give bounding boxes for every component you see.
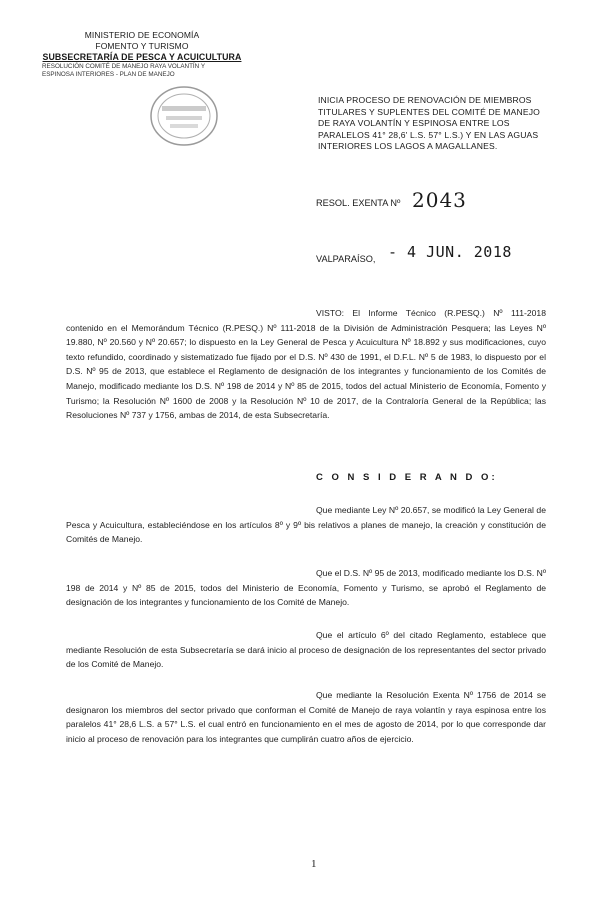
- subsecretaria-name: SUBSECRETARÍA DE PESCA Y ACUICULTURA: [42, 52, 242, 62]
- considerando-4: Que mediante la Resolución Exenta Nº 1756 de 2014 se designaron los miembros del sector privado que conforman el Comité de Manejo de raya volantín y raya espinosa entre los paralelos 41° 28,6 L.S. a 57° L.S. el cual entró en funcionamiento en el mes de agosto de 2014, por lo que corresponde dar inicio al proceso de renovación para los integrantes que cumplirán cuatro años de ejercicio.: [66, 690, 546, 744]
- resolution-subject: INICIA PROCESO DE RENOVACIÓN DE MIEMBROS TITULARES Y SUPLENTES DEL COMITÉ DE MANEJO DE RAYA VOLANTÍN Y ESPINOSA ENTRE LOS PARALELOS 41° 28,6' L.S. 57° L.S.) Y EN LAS AGUAS INTERIORES LOS LAGOS A MAGALLANES.: [318, 95, 540, 152]
- ministry-subtitle: FOMENTO Y TURISMO: [95, 41, 189, 51]
- letterhead-ref-1: RESOLUCIÓN COMITÉ DE MANEJO RAYA VOLANTÍN Y: [42, 63, 206, 70]
- page-number: 1: [311, 858, 317, 870]
- visto-paragraph: VISTO: El Informe Técnico (R.PESQ.) Nº 111-2018 contenido en el Memorándum Técnico (R.PESQ.) Nº 111-2018 de la División de Administración Pesquera; las Leyes Nº 19.880, Nº 20.560 y Nº 20.657; lo dispuesto en la Ley General de Pesca y Acuicultura Nº 18.892 y sus modificaciones, cuyo texto refundido, coordinado y sistematizado fue fijado por el D.S. Nº 430 de 1991, el D.F.L. Nº 5 de 1983, lo dispuesto por el D.S. Nº 95 de 2013, que establece el Reglamento de designación de los integrantes y funcionamiento de los Comités de Manejo, modificado mediante los D.S. Nº 198 de 2014 y Nº 85 de 2015, todos del actual Ministerio de Economía, Fomento y Turismo; la Resolución Nº 1600 de 2008 y la Resolución Nº 10 de 2017, de la Contraloría General de la República; las Resoluciones Nº 737 y 1756, ambas de 2014, de esta Subsecretaría.: [66, 308, 546, 421]
- considerando-1: Que mediante Ley Nº 20.657, se modificó la Ley General de Pesca y Acuicultura, estableciéndose en los artículos 8º y 9º bis relativos a planes de manejo, la creación y constitución de Comités de Manejo.: [66, 505, 546, 545]
- date-stamp: - 4 JUN. 2018: [388, 243, 512, 261]
- ministry-name: MINISTERIO DE ECONOMÍA: [84, 30, 200, 40]
- resolution-number: 2043: [412, 188, 467, 212]
- letterhead: [42, 30, 242, 79]
- considerando-2: Que el D.S. Nº 95 de 2013, modificado mediante los D.S. Nº 198 de 2014 y Nº 85 de 2015, todos del Ministerio de Economía, Fomento y Turismo, se aprobó el Reglamento de designación de los integrantes y funcionamiento de los Comité de Manejo.: [66, 568, 546, 608]
- official-stamp-icon: [148, 84, 220, 148]
- considerando-3: Que el artículo 6º del citado Reglamento, establece que mediante Resolución de esta Subsecretaría se dará inicio al proceso de designación de los representantes del sector privado de los Comité de Manejo.: [66, 630, 546, 670]
- place-label: VALPARAÍSO,: [316, 254, 376, 264]
- considerando-heading: C O N S I D E R A N D O:: [316, 472, 498, 483]
- letterhead-ref-2: ESPINOSA INTERIORES - PLAN DE MANEJO: [42, 71, 175, 78]
- resolution-label: RESOL. EXENTA Nº: [316, 198, 401, 208]
